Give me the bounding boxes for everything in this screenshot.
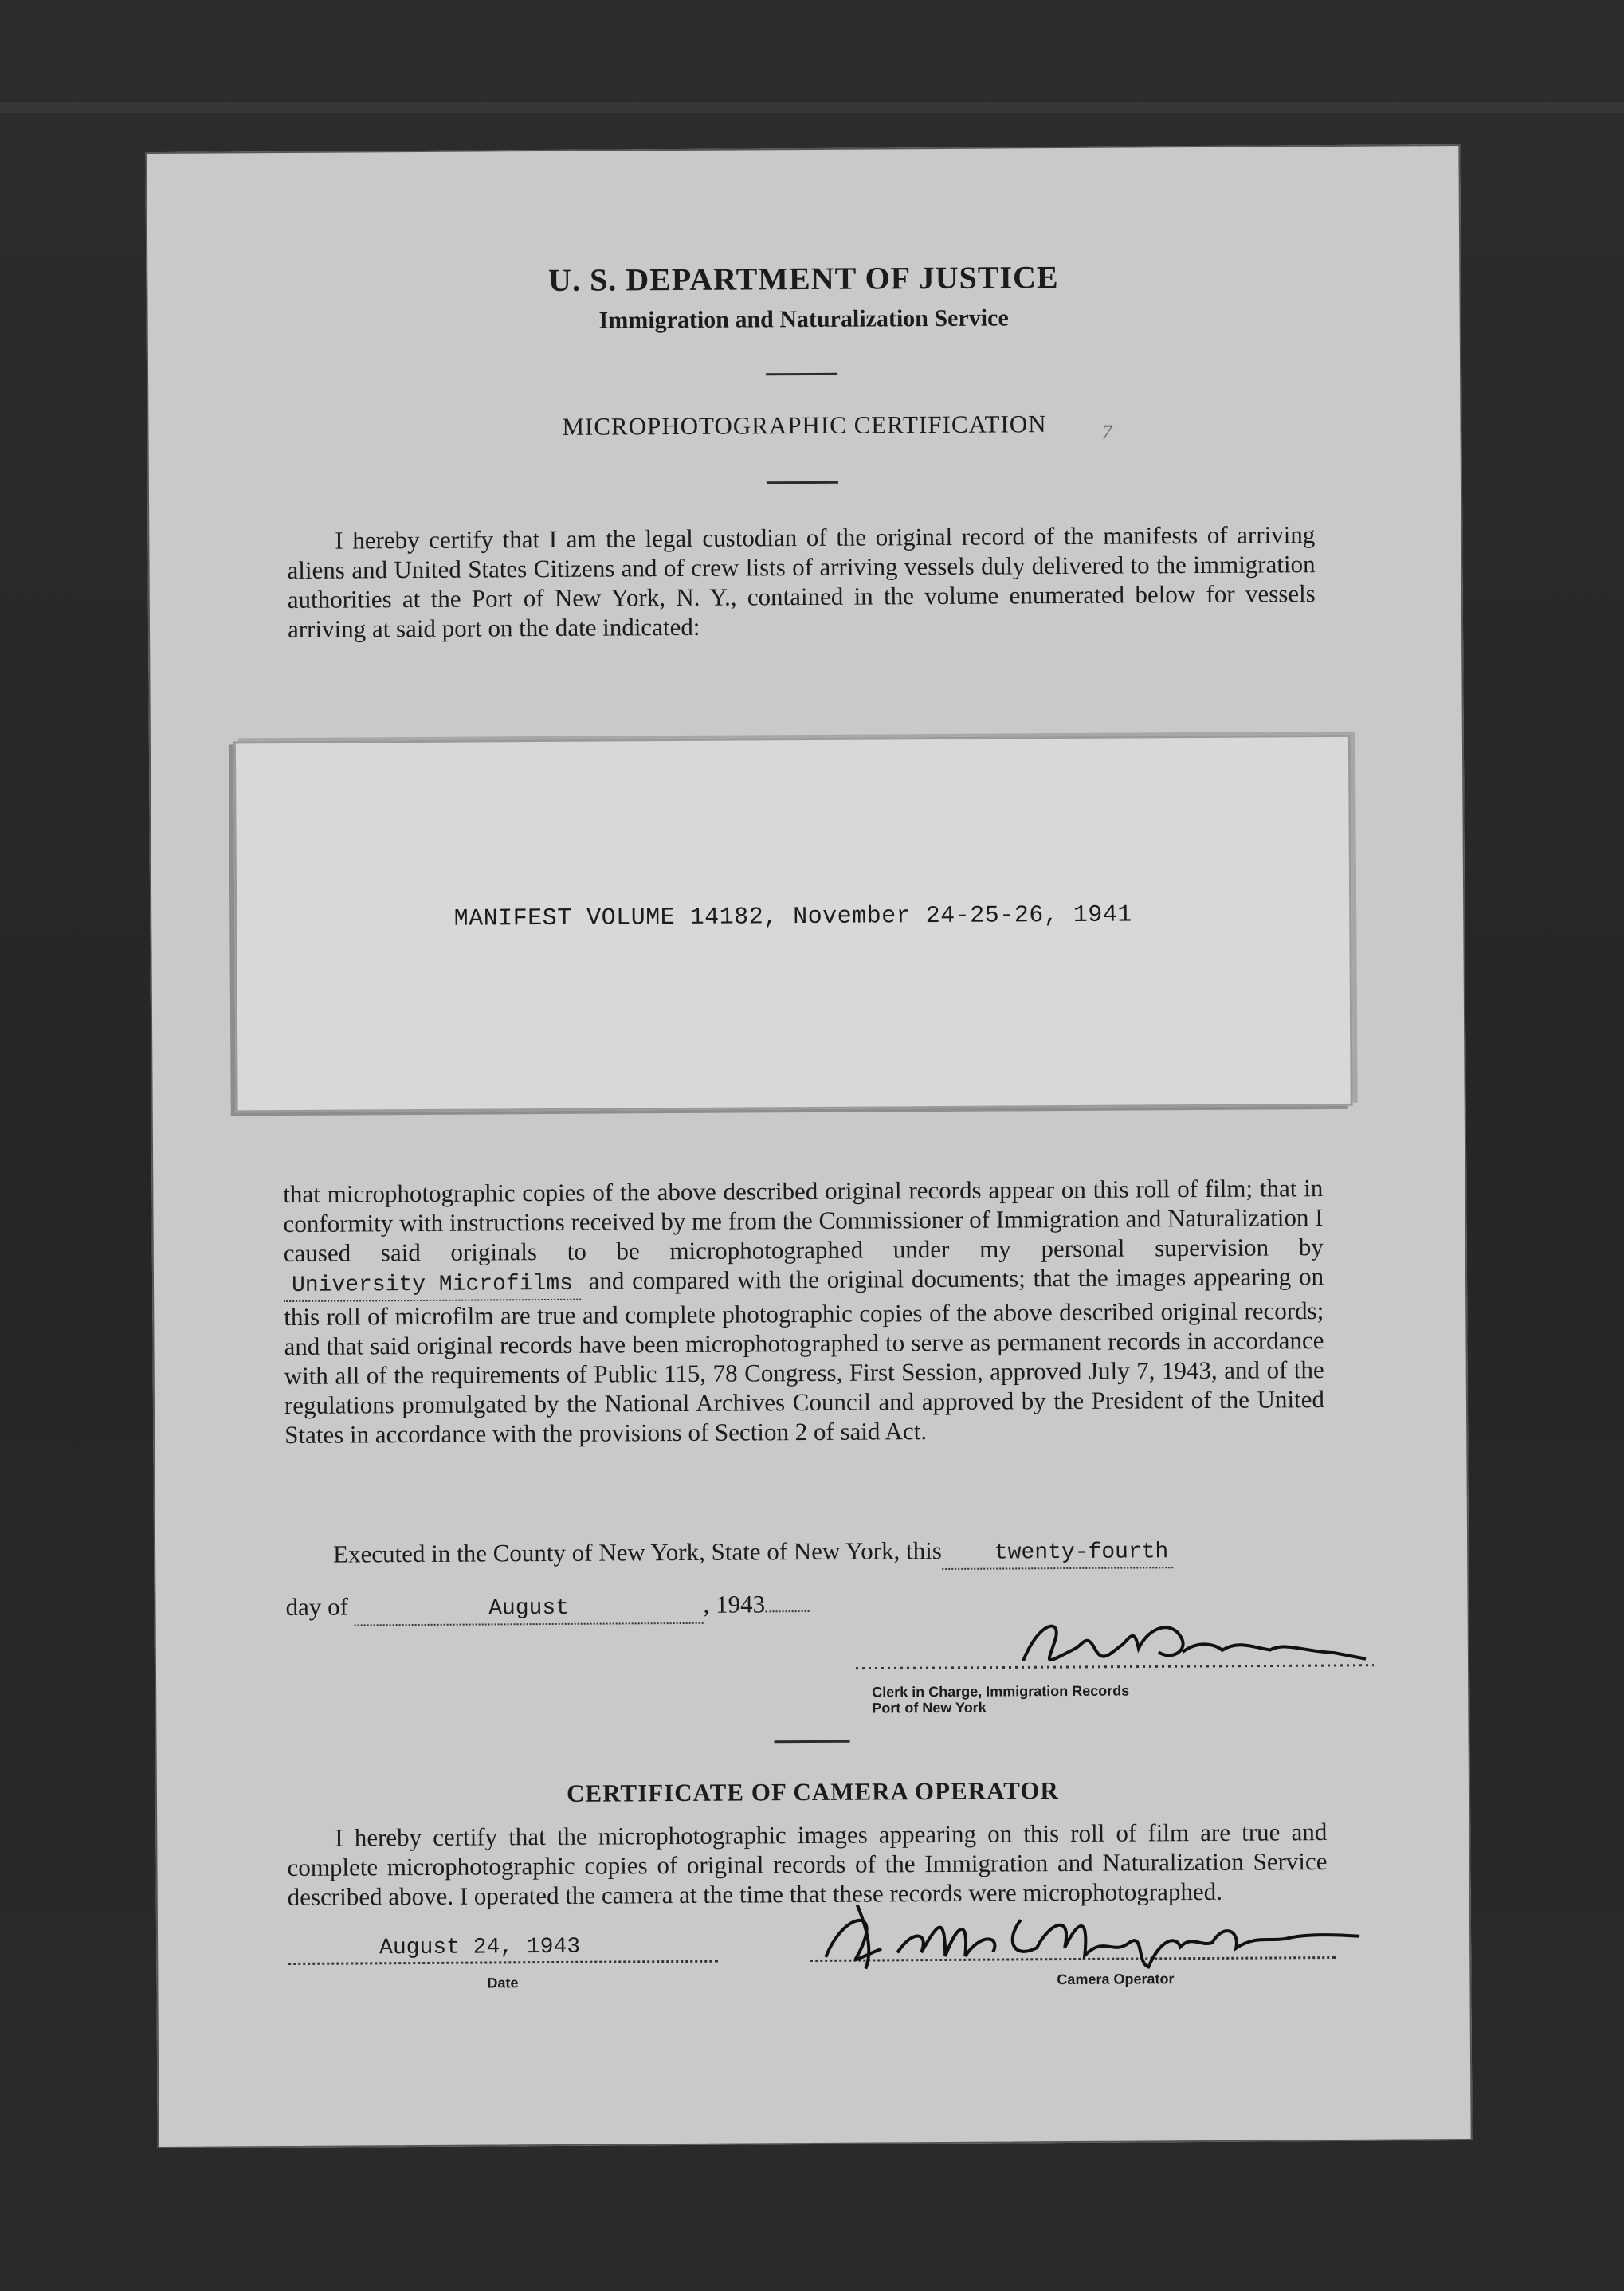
certificate-date: August 24, 1943 (379, 1934, 581, 1961)
contractor-field: University Microfilms (284, 1269, 581, 1302)
executed-text: Executed in the County of New York, State of New York, this (333, 1536, 942, 1568)
certification-title: MICROPHOTOGRAPHIC CERTIFICATION (562, 410, 1047, 441)
intro-paragraph: I hereby certify that I am the legal custodian of the original record of the manifests of arriving aliens and United States Citizens and of crew lists of arriving vessels duly delivered to the immigration authorities at the Port of New York, N. Y., contained in the volume enumerated below for vessels arriving at said port on the date indicated: (287, 520, 1316, 643)
year-suffix-dots (765, 1610, 809, 1612)
executed-day-field: twenty-fourth (942, 1537, 1174, 1570)
executed-year: , 1943 (703, 1590, 766, 1618)
camera-certificate-text: I hereby certify that the microphotographic images appearing on this roll of film are true and complete microphotographic copies of original records of the Immigration and Naturalization Service described above. I operated the camera at the time that these records were microphotographed. (287, 1818, 1328, 1912)
date-label: Date (487, 1975, 519, 1991)
department-heading: U. S. DEPARTMENT OF JUSTICE (547, 259, 1059, 298)
executed-month-field: August (355, 1593, 704, 1626)
body-text-part2: and compared with the original documents; that the images appearing on this roll of microfilm are true and complete photographic copies of the above described original records; and that said original records have been microphotographed to serve as permanent records in accordance with all of the requirements of Public 115, 78 Congress, First Session, approved July 7, 1943, and of the regulations promulgated by the National Archives Council and approved by the President of the United States in accordance with the provisions of Section 2 of said Act. (284, 1262, 1325, 1450)
day-of-label: day of (285, 1592, 348, 1622)
heading-divider-1 (766, 373, 837, 376)
body-text-part1: that microphotographic copies of the above described original records appear on this roll of film; that in conformity with instructions received by me from the Commissioner of Immigration and Naturalization I caused said originals to be microphotographed under my personal supervision by (283, 1174, 1324, 1268)
executed-line (285, 1533, 1325, 1574)
body-paragraph (283, 1173, 1324, 1450)
manifest-volume-text: MANIFEST VOLUME 14182, November 24-25-26, 1941 (453, 901, 1132, 933)
heading-divider-2 (767, 481, 838, 484)
camera-certificate-title: CERTIFICATE OF CAMERA OPERATOR (567, 1776, 1059, 1807)
certificate-page (145, 144, 1472, 2148)
camera-operator-label: Camera Operator (1057, 1971, 1175, 1988)
manifest-slip (233, 735, 1353, 1113)
clerk-title (872, 1683, 1129, 1716)
margin-mark: 7 (1101, 420, 1112, 444)
clerk-title-line2: Port of New York (872, 1699, 987, 1716)
clerk-signature (856, 1603, 1375, 1686)
service-subheading: Immigration and Naturalization Service (598, 304, 1009, 334)
section-divider (775, 1740, 850, 1744)
clerk-title-line1: Clerk in Charge, Immigration Records (872, 1682, 1130, 1701)
film-edge-stripe (0, 102, 1624, 113)
camera-operator-signature (810, 1890, 1368, 1981)
date-line (288, 1960, 718, 1965)
